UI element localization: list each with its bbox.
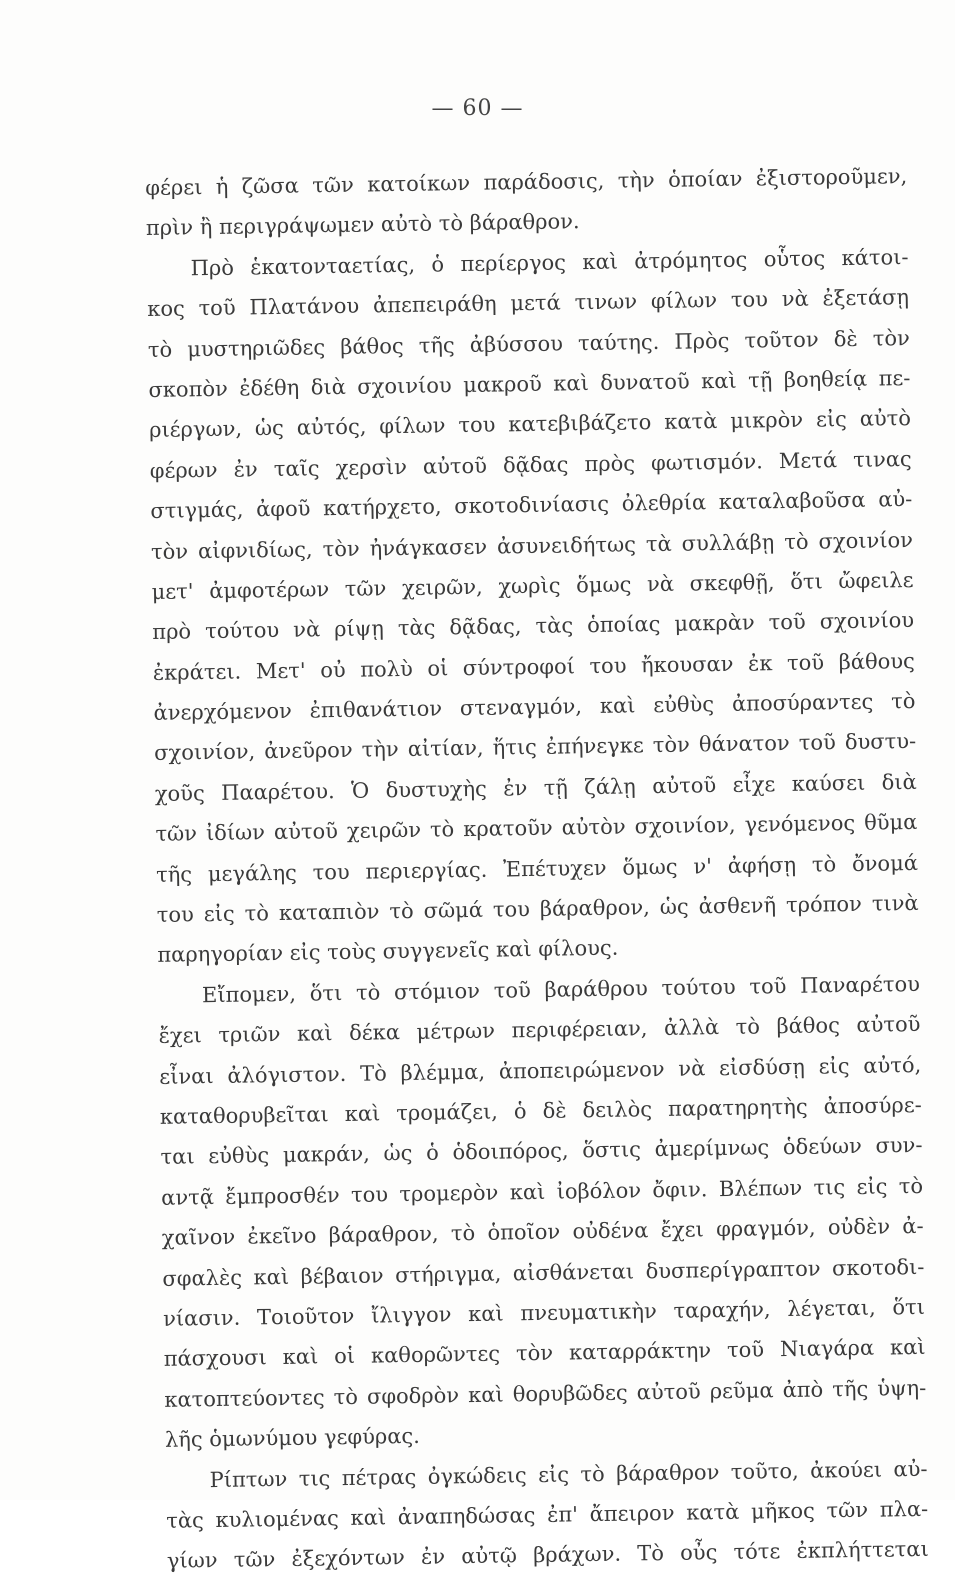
text-line: χαῖνον ἐκεῖνο βάραθρον, τὸ ὁποῖον οὐδένα ἔχει φραγμόν, οὐδὲν ἀ- [161, 1214, 924, 1251]
text-line: τῶν ἰδίων αὐτοῦ χειρῶν τὸ κρατοῦν αὐτὸν σχοινίον, γενόμενος θῦμα [155, 810, 918, 847]
page-number: — 60 — [431, 96, 524, 121]
text-line: ἔχει τριῶν καὶ δέκα μέτρων περιφέρειαν, ἀλλὰ τὸ βάθος αὐτοῦ [158, 1012, 921, 1049]
body-text [145, 156, 929, 1581]
text-line: πρὶν ἢ περιγράψωμεν αὐτὸ τὸ βάραθρον. [145, 209, 580, 241]
text-line: παρηγορίαν εἰς τοὺς συγγενεῖς καὶ φίλους. [157, 936, 619, 968]
text-line: καταθορυβεῖται καὶ τρομάζει, ὁ δὲ δειλὸς παρατηρητὴς ἀποσύρε- [159, 1092, 922, 1129]
text-line: κατοπτεύοντες τὸ σφοδρὸν καὶ θορυβῶδες αὐτοῦ ρεῦμα ἀπὸ τῆς ὑψη- [164, 1375, 927, 1412]
text-line: σκοπὸν ἐδέθη διὰ σχοινίου μακροῦ καὶ δυνατοῦ καὶ τῇ βοηθείᾳ πε- [148, 365, 911, 402]
text-line: πάσχουσι καὶ οἱ καθορῶντες τὸν καταρράκτην τοῦ Νιαγάρα καὶ [163, 1335, 926, 1372]
text-line: αντᾷ ἔμπροσθέν του τρομερὸν καὶ ἰοβόλον ὄφιν. Βλέπων τις εἰς τὸ [160, 1173, 924, 1210]
text-line: κος τοῦ Πλατάνου ἀπεπειράθη μετά τινων φίλων του νὰ ἐξετάσῃ [147, 285, 910, 322]
text-line: Ρίπτων τις πέτρας ὀγκώδεις εἰς τὸ βάραθρον τοῦτο, ἀκούει αὐ- [209, 1456, 928, 1492]
text-line: μετ' ἀμφοτέρων τῶν χειρῶν, χωρὶς ὅμως νὰ σκεφθῇ, ὅτι ὤφειλε [151, 567, 914, 604]
text-line: ται εὐθὺς μακράν, ὡς ὁ ὁδοιπόρος, ὅστις ἀμερίμνως ὁδεύων συν- [160, 1133, 923, 1170]
text-line: φέρει ἡ ζῶσα τῶν κατοίκων παράδοσις, τὴν ὁποίαν ἐξιστοροῦμεν, [145, 164, 908, 200]
text-line: στιγμάς, ἀφοῦ κατήρχετο, σκοτοδινίασις ὀλεθρία καταλαβοῦσα αὐ- [150, 487, 913, 524]
text-line: γίων τῶν ἐξεχόντων ἐν αὐτῷ βράχων. Τὸ οὖς τότε ἐκπλήττεται [166, 1537, 929, 1574]
text-line: τῆς μεγάλης του περιεργίας. Ἐπέτυχεν ὅμως ν' ἀφήσῃ τὸ ὄνομά [155, 850, 919, 887]
text-line: εἶναι ἀλόγιστον. Τὸ βλέμμα, ἀποπειρώμενον νὰ εἰσδύσῃ εἰς αὐτό, [159, 1052, 922, 1089]
text-line: ἀνερχόμενον ἐπιθανάτιον στεναγμόν, καὶ εὐθὺς ἀποσύραντες τὸ [153, 689, 916, 726]
text-line: Πρὸ ἑκατονταετίας, ὁ περίεργος καὶ ἀτρόμητος οὗτος κάτοι- [190, 244, 909, 281]
text-line: σφαλὲς καὶ βέβαιον στήριγμα, αἰσθάνεται δυσπερίγραπτον σκοτοδι- [162, 1254, 925, 1291]
text-line: τὸν αἰφνιδίως, τὸν ἠνάγκασεν ἀσυνειδήτως τὰ συλλάβῃ τὸ σχοινίον [150, 527, 914, 564]
text-line: τὰς κυλιομένας καὶ ἀναπηδώσας ἐπ' ἄπειρον κατὰ μῆκος τῶν πλα- [166, 1496, 929, 1533]
text-line: σχοινίον, ἀνεῦρον τὴν αἰτίαν, ἥτις ἐπήνεγκε τὸν θάνατον τοῦ δυστυ- [154, 729, 917, 766]
text-line: νίασιν. Τοιοῦτον ἴλιγγον καὶ πνευματικὴν ταραχήν, λέγεται, ὅτι [162, 1294, 926, 1331]
text-line: ἐκράτει. Μετ' οὐ πολὺ οἱ σύντροφοί του ἤκουσαν ἐκ τοῦ βάθους [152, 648, 915, 685]
text-line: φέρων ἐν ταῖς χερσὶν αὐτοῦ δᾷδας πρὸς φωτισμόν. Μετά τινας [149, 446, 912, 483]
text-line: χοῦς Πααρέτου. Ὁ δυστυχὴς ἐν τῇ ζάλῃ αὐτοῦ εἶχε καύσει διὰ [154, 769, 917, 806]
text-line: λῆς ὁμωνύμου γεφύρας. [164, 1423, 421, 1452]
text-line: ριέργων, ὡς αὐτός, φίλων του κατεβιβάζετο κατὰ μικρὸν εἰς αὐτὸ [148, 406, 912, 443]
text-line: του εἰς τὸ καταπιὸν τὸ σῶμά του βάραθρον, ὡς ἀσθενῆ τρόπον τινὰ [156, 890, 919, 927]
text-line: πρὸ τούτου νὰ ρίψῃ τὰς δᾷδας, τὰς ὁποίας μακρὰν τοῦ σχοινίου [152, 608, 915, 645]
text-line: Εἴπομεν, ὅτι τὸ στόμιον τοῦ βαράθρου τούτου τοῦ Παναρέτου [201, 971, 921, 1008]
text-line: τὸ μυστηριῶδες βάθος τῆς ἀβύσσου ταύτης. Πρὸς τοῦτον δὲ τὸν [147, 325, 910, 362]
